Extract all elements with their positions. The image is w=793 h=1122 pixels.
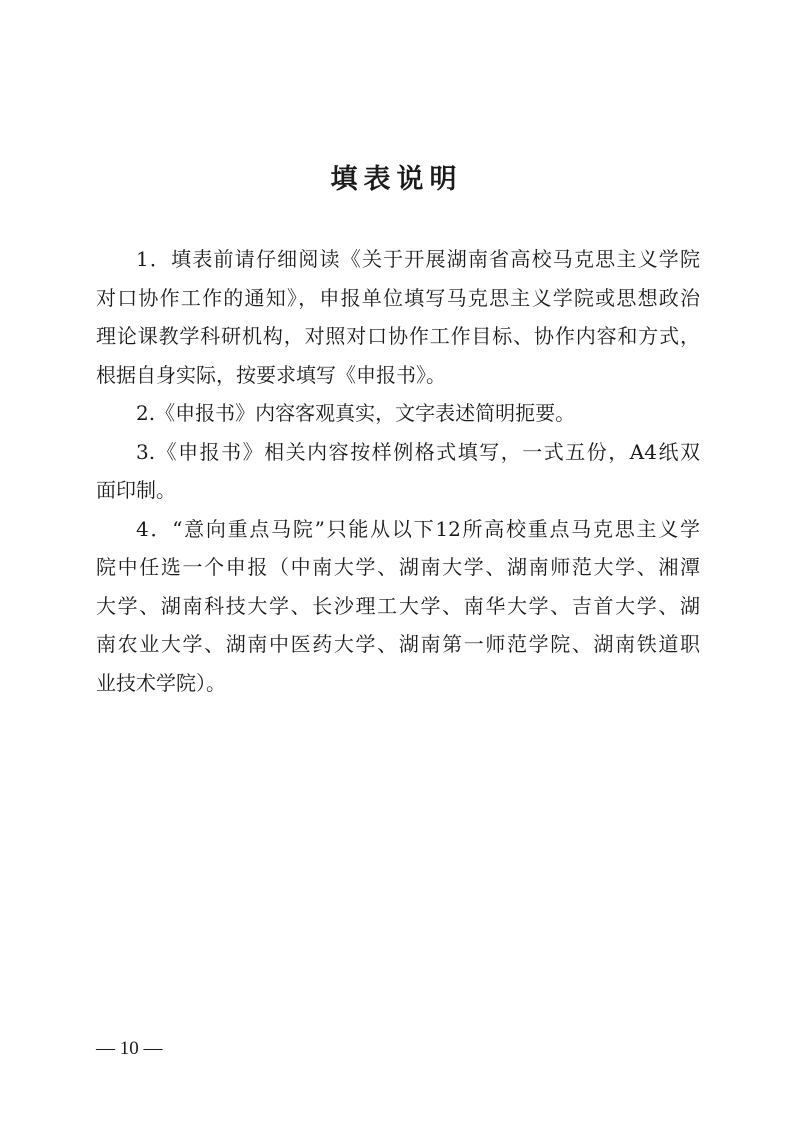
item-4-line-2: 院中任选一个申报（中南大学、湖南大学、湖南师范大学、湘潭 bbox=[96, 555, 700, 579]
page-number: — 10 — bbox=[96, 1038, 163, 1059]
instructions-body bbox=[96, 240, 700, 702]
item-2-line-1: 2.《申报书》内容客观真实，文字表述简明扼要。 bbox=[136, 401, 576, 425]
item-3-line-2: 面印制。 bbox=[96, 478, 176, 502]
item-4-line-3: 大学、湖南科技大学、长沙理工大学、南华大学、吉首大学、湖 bbox=[96, 593, 700, 618]
page-title: 填表说明 bbox=[330, 164, 463, 195]
item-1-line-2: 对口协作工作的通知》，申报单位填写马克思主义学院或思想政治 bbox=[96, 285, 700, 310]
item-4-line-1: 4．“意向重点马院”只能从以下12所高校重点马克思主义学 bbox=[136, 516, 700, 541]
item-4-line-4: 南农业大学、湖南中医药大学、湖南第一师范学院、湖南铁道职 bbox=[96, 632, 700, 656]
item-1-line-4: 根据自身实际，按要求填写《申报书》。 bbox=[96, 362, 446, 387]
item-3-line-1: 3.《申报书》相关内容按样例格式填写，一式五份，A4纸双 bbox=[136, 439, 700, 464]
item-1-line-3: 理论课教学科研机构，对照对口协作工作目标、协作内容和方式， bbox=[96, 324, 700, 348]
item-1-line-1: 1．填表前请仔细阅读《关于开展湖南省高校马克思主义学院 bbox=[136, 247, 700, 271]
item-4-line-5: 业技术学院）。 bbox=[96, 670, 226, 695]
